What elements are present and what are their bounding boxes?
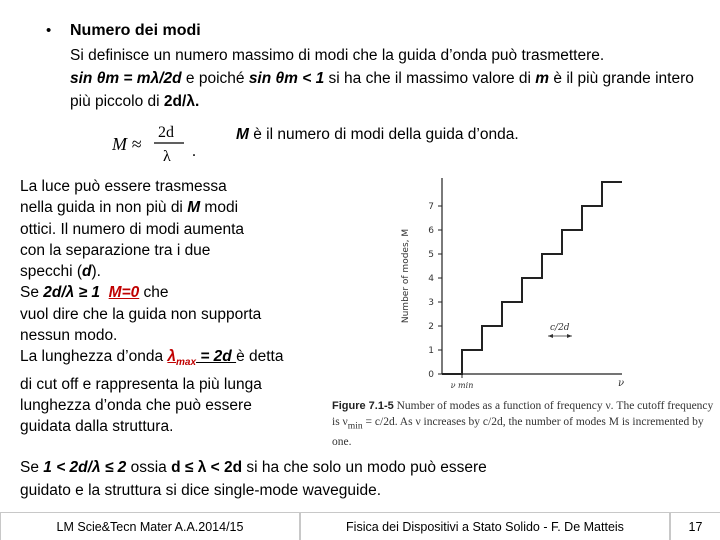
formula-note — [236, 126, 519, 144]
left-line-5a: specchi ( — [20, 263, 83, 281]
x-tick-label: ν min — [450, 381, 474, 390]
left-line-11: lunghezza d’onda che può essere — [20, 397, 252, 415]
y-tick-label: 3 — [428, 298, 434, 308]
left-line-4: con la separazione tra i due — [20, 241, 211, 259]
figure-caption — [332, 398, 716, 450]
left-line-8: nessun modo. — [20, 327, 118, 345]
intro-end: . — [194, 93, 200, 110]
left-line-12: guidata dalla struttura. — [20, 418, 174, 436]
sin-condition: sin θm < 1 — [248, 70, 325, 87]
formula-dot: . — [192, 143, 196, 160]
bullet-dot: • — [46, 22, 52, 39]
y-tick-label: 5 — [428, 250, 434, 260]
caption-text-2: = c/2d. As ν increases by c/2d, the number of modes M is incremented by one. — [332, 416, 704, 449]
bottom-c: si ha che solo un modo può essere — [242, 459, 487, 476]
bottom-d: guidato e la struttura si dice single-mode waveguide. — [20, 482, 382, 499]
bottom-b: ossia — [126, 459, 172, 476]
x-ticks — [451, 374, 474, 390]
caption-subscript: min — [347, 420, 363, 432]
bottom-a: Se — [20, 459, 44, 476]
left-line-9b: è detta — [236, 348, 284, 366]
cutoff-condition: 2d/λ ≥ 1 — [43, 284, 101, 302]
formula-lhs: M ≈ — [112, 134, 142, 154]
modes-vs-frequency-chart — [400, 168, 720, 392]
left-line-10: di cut off e rappresenta la più lunga — [20, 375, 262, 393]
lambda-max-equals: = 2d — [196, 348, 237, 366]
slide-heading: Numero dei modi — [70, 22, 201, 39]
x-axis-label: ν — [618, 378, 625, 389]
single-mode-condition: 1 < 2d/λ ≤ 2 — [43, 459, 127, 476]
footer-title: Fisica dei Dispositivi a Stato Solido - F. De Matteis — [300, 512, 670, 540]
sin-expression: sin θm = mλ/2d — [70, 70, 182, 87]
left-line-2b: modi — [200, 199, 239, 217]
slide-footer — [0, 512, 720, 540]
m-zero: M=0 — [108, 284, 140, 302]
mode-step-curve — [442, 182, 622, 374]
intro-tail: è il più grande intero più piccolo di — [70, 70, 694, 110]
ratio-2d-lambda: 2d/λ — [163, 93, 195, 110]
y-tick-label: 7 — [428, 202, 434, 212]
y-axis-label: Number of modes, M — [401, 228, 411, 324]
left-line-2a: nella guida in non più di — [20, 199, 188, 217]
note-text: è il numero di modi della guida d’onda. — [248, 126, 519, 143]
y-tick-label: 4 — [428, 274, 434, 284]
y-tick-label: 2 — [428, 322, 434, 332]
lambda-max-subscript: max — [176, 357, 197, 369]
left-line-9a: La lunghezza d’onda — [20, 348, 168, 366]
footer-course: LM Scie&Tecn Mater A.A.2014/15 — [0, 512, 300, 540]
annotation-label: c/2d — [550, 323, 570, 333]
y-tick-label: 6 — [428, 226, 434, 236]
y-ticks — [428, 202, 442, 380]
intro-paragraph — [70, 44, 710, 113]
left-line-6a: Se — [20, 284, 44, 302]
single-mode-paragraph — [20, 456, 710, 502]
formula-denominator: λ — [163, 148, 171, 165]
lambda-symbol: λ — [167, 348, 176, 366]
y-tick-label: 0 — [428, 370, 434, 380]
formula-numerator: 2d — [158, 124, 174, 141]
annotation-arrow-left — [548, 334, 553, 338]
left-line-5d: d — [82, 263, 92, 281]
left-line-6b: che — [139, 284, 169, 302]
left-line-7: vuol dire che la guida non supporta — [20, 305, 262, 323]
left-line-1: La luce può essere trasmessa — [20, 178, 227, 195]
left-column-text — [20, 176, 340, 438]
m-variable: m — [535, 70, 550, 87]
note-variable: M — [236, 126, 249, 143]
intro-line1: Si definisce un numero massimo di modi che la guida d’onda può trasmettere. — [70, 47, 605, 64]
step-annotation — [548, 323, 572, 338]
wavelength-condition: d ≤ λ < 2d — [171, 459, 243, 476]
left-line-5b: ). — [91, 263, 101, 281]
left-line-3: ottici. Il numero di modi aumenta — [20, 220, 244, 238]
mode-count-formula — [112, 120, 202, 166]
annotation-arrow-right — [567, 334, 572, 338]
footer-page-number: 17 — [670, 512, 720, 540]
caption-text: Number of modes as a function of frequency ν. The cutoff frequency is ν — [332, 400, 714, 428]
left-line-2m: M — [187, 199, 201, 217]
intro-mid: e poiché — [181, 70, 249, 87]
lambda-max-symbol — [167, 348, 197, 369]
y-tick-label: 1 — [428, 346, 434, 356]
figure-label: Figure 7.1-5 — [332, 400, 394, 412]
intro-after-cond: si ha che il massimo valore di — [324, 70, 536, 87]
